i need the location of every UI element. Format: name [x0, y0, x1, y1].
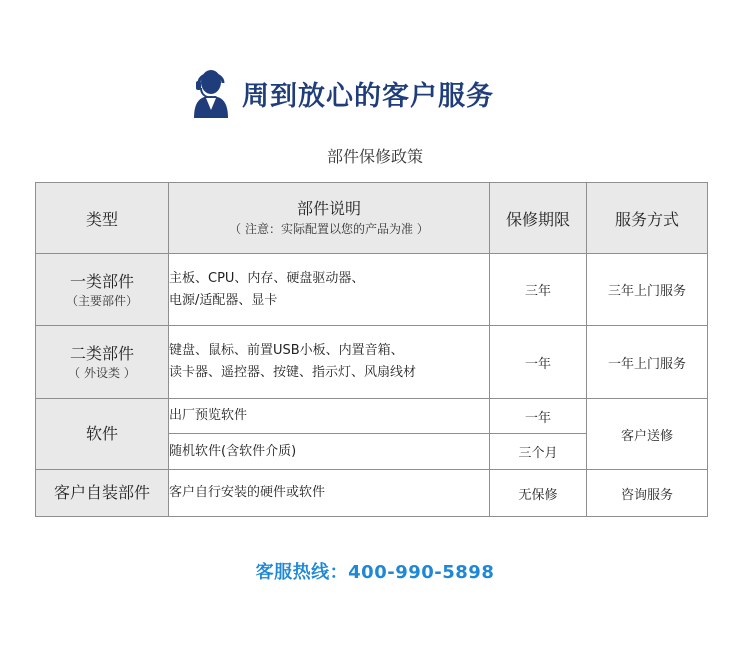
category-cell — [36, 326, 169, 399]
table-row — [36, 399, 708, 434]
header-desc — [169, 183, 490, 254]
table-row — [36, 254, 708, 326]
parts-description — [169, 326, 490, 399]
parts-description: 随机软件(含软件介质) — [169, 434, 490, 470]
category-cell — [36, 399, 169, 470]
category-cell — [36, 254, 169, 326]
warranty-period: 一年 — [490, 399, 587, 434]
warranty-period: 三个月 — [490, 434, 587, 470]
category-name: 软件 — [85, 424, 118, 443]
header-type: 类型 — [36, 183, 169, 254]
table-row — [36, 470, 708, 517]
section-subtitle: 部件保修政策 — [326, 147, 423, 166]
category-note: （ 外设类 ） — [68, 366, 136, 380]
parts-description: 客户自行安装的硬件或软件 — [169, 470, 490, 517]
desc-line: 主板、CPU、内存、硬盘驱动器、 — [169, 270, 365, 286]
parts-description: 出厂预览软件 — [169, 399, 490, 434]
warranty-period: 三年 — [490, 254, 587, 326]
desc-line: 电源/适配器、显卡 — [169, 292, 278, 308]
category-name: 一类部件 — [69, 271, 134, 291]
desc-line: 键盘、鼠标、前置USB小板、内置音箱、 — [169, 343, 404, 358]
service-method: 咨询服务 — [587, 470, 708, 517]
category-name: 二类部件 — [69, 344, 134, 363]
category-note: （主要部件） — [65, 293, 138, 308]
header-period: 保修期限 — [490, 183, 587, 254]
service-method: 三年上门服务 — [587, 254, 708, 326]
warranty-period: 无保修 — [490, 470, 587, 517]
header-desc-main: 部件说明 — [296, 199, 361, 218]
table-header-row — [36, 183, 708, 254]
category-name: 客户自装部件 — [53, 483, 150, 502]
desc-line: 读卡器、遥控器、按键、指示灯、风扇线材 — [169, 365, 417, 380]
service-hotline: 客服热线：400-990-5898 — [255, 562, 495, 583]
service-method: 一年上门服务 — [587, 326, 708, 399]
table-row — [36, 326, 708, 399]
page-title: 周到放心的客户服务 — [242, 80, 494, 112]
warranty-policy-table — [35, 182, 708, 517]
service-method: 客户送修 — [587, 399, 708, 470]
warranty-period: 一年 — [490, 326, 587, 399]
header-service: 服务方式 — [587, 183, 708, 254]
category-cell — [36, 470, 169, 517]
header-desc-note: （ 注意：实际配置以您的产品为准 ） — [229, 222, 429, 236]
page-header — [190, 66, 494, 120]
parts-description — [169, 254, 490, 326]
customer-service-agent-icon — [190, 68, 234, 118]
